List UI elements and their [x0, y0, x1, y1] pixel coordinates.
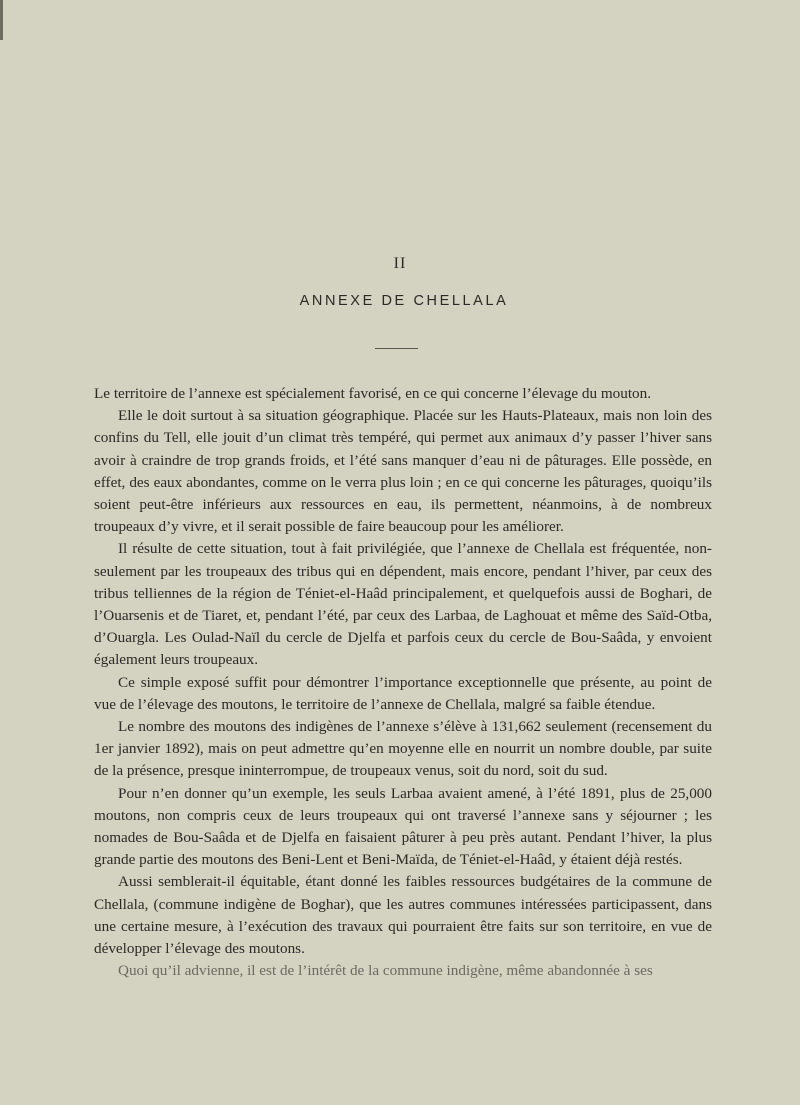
body-text [94, 383, 712, 982]
page-edge-mark [0, 0, 3, 40]
section-title: ANNEXE DE CHELLALA [299, 293, 509, 309]
paragraph: Ce simple exposé suffit pour démontrer l’importance exceptionnelle que présente, au point de vue de l’élevage des moutons, le territoire de l’annexe de Chellala, malgré sa faible étendue. [94, 673, 712, 713]
paragraph-truncated: Quoi qu’il advienne, il est de l’intérêt de la commune indigène, même abandonnée à ses [118, 962, 653, 980]
paragraph: Il résulte de cette situation, tout à fait privilégiée, que l’annexe de Chellala est fréquentée, non-seulement par les troupeaux des tribus qui en dépendent, mais encore, pendant l’hiver, par ceux des tribus telliennes de la région de Téniet-el-Haâd principalement, et quelquefois aussi de Boghari, de l’Ouarsenis et de Tiaret, et, pendant l’été, par ceux des Larbaa, de Laghouat et même des Saïd-Otba, d’Ouargla. Les Oulad-Naïl du cercle de Djelfa et parfois ceux du cercle de Bou-Saâda, y envoient également leurs troupeaux. [94, 540, 712, 669]
paragraph: Le territoire de l’annexe est spécialement favorisé, en ce qui concerne l’élevage du mouton. [94, 385, 652, 402]
paragraph: Le nombre des moutons des indigènes de l’annexe s’élève à 131,662 seulement (recensement du 1er janvier 1892), mais on peut admettre qu’en moyenne elle en nourrit un nombre double, par suite de la présence, presque ininterrompue, de troupeaux venus, soit du nord, soit du sud. [94, 718, 712, 780]
section-number: II [393, 255, 407, 272]
paragraph: Aussi semblerait-il équitable, étant donné les faibles ressources budgétaires de la commune de Chellala, (commune indigène de Boghar), que les autres communes intéressées participassent, dans une certaine mesure, à l’exécution des travaux qui pourraient être faits sur son territoire, en vue de développer l’élevage des moutons. [94, 873, 712, 958]
paragraph: Elle le doit surtout à sa situation géographique. Placée sur les Hauts-Plateaux, mais non loin des confins du Tell, elle jouit d’un climat très tempéré, qui permet aux animaux d’y passer l’hiver sans avoir à craindre de trop grands froids, et l’été sans manquer d’eau ni de pâturages. Elle possède, en effet, des eaux abondantes, comme on le verra plus loin ; en ce qui concerne les pâturages, quoiqu’ils soient peut-être inférieurs aux ressources en eau, ils permettent, néanmoins, à de nombreux troupeaux d’y vivre, et il serait possible de faire beaucoup pour les améliorer. [94, 407, 712, 536]
paragraph: Pour n’en donner qu’un exemple, les seuls Larbaa avaient amené, à l’été 1891, plus de 25,000 moutons, non compris ceux de leurs troupeaux qui ont traversé l’annexe sans y séjourner ; les nomades de Bou-Saâda et de Djelfa en faisaient pâturer à peu près autant. Pendant l’hiver, la plus grande partie des moutons des Beni-Lent et Beni-Maïda, de Téniet-el-Haâd, y étaient déjà restés. [94, 784, 712, 869]
title-divider [375, 348, 418, 349]
